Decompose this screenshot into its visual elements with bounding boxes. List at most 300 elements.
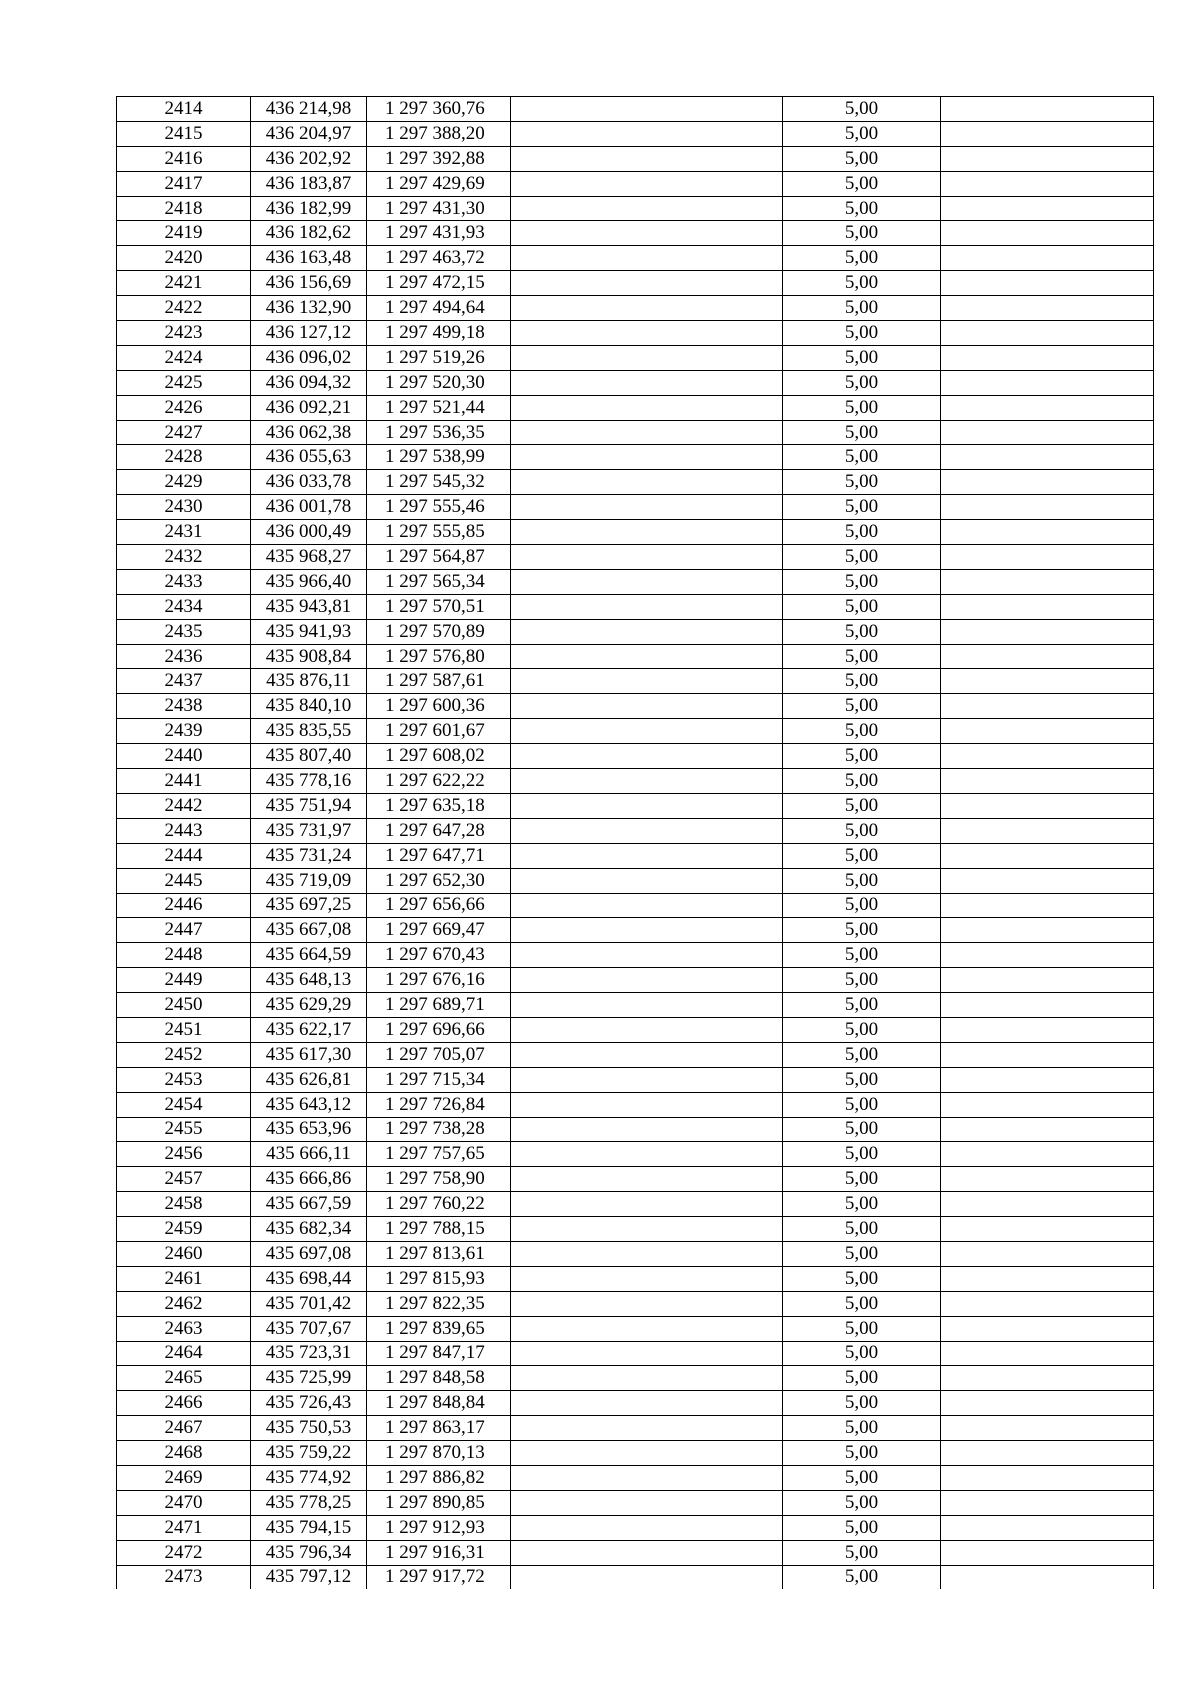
note-cell [941, 1416, 1154, 1441]
note-cell [941, 321, 1154, 346]
y-coordinate-cell: 1 297 555,46 [367, 495, 511, 520]
x-coordinate-cell: 435 908,84 [251, 644, 367, 669]
note-cell [941, 1316, 1154, 1341]
tolerance-cell: 5,00 [783, 694, 941, 719]
note-cell [941, 868, 1154, 893]
point-number-cell: 2459 [117, 1217, 251, 1242]
note-cell [941, 1142, 1154, 1167]
point-number-cell: 2418 [117, 196, 251, 221]
note-cell [941, 1241, 1154, 1266]
empty-cell [511, 1017, 783, 1042]
y-coordinate-cell: 1 297 676,16 [367, 968, 511, 993]
table-row [117, 1092, 1154, 1117]
empty-cell [511, 445, 783, 470]
tolerance-cell: 5,00 [783, 918, 941, 943]
x-coordinate-cell: 435 751,94 [251, 793, 367, 818]
table-row [117, 1441, 1154, 1466]
x-coordinate-cell: 435 667,08 [251, 918, 367, 943]
y-coordinate-cell: 1 297 570,89 [367, 619, 511, 644]
tolerance-cell: 5,00 [783, 744, 941, 769]
x-coordinate-cell: 435 626,81 [251, 1067, 367, 1092]
x-coordinate-cell: 435 629,29 [251, 993, 367, 1018]
tolerance-cell: 5,00 [783, 470, 941, 495]
empty-cell [511, 545, 783, 570]
tolerance-cell: 5,00 [783, 395, 941, 420]
empty-cell [511, 196, 783, 221]
y-coordinate-cell: 1 297 587,61 [367, 669, 511, 694]
table-row [117, 1217, 1154, 1242]
point-number-cell: 2428 [117, 445, 251, 470]
y-coordinate-cell: 1 297 576,80 [367, 644, 511, 669]
point-number-cell: 2451 [117, 1017, 251, 1042]
note-cell [941, 1017, 1154, 1042]
empty-cell [511, 843, 783, 868]
tolerance-cell: 5,00 [783, 993, 941, 1018]
coordinates-table [116, 96, 1154, 1589]
table-row [117, 1017, 1154, 1042]
table-row [117, 1142, 1154, 1167]
empty-cell [511, 1341, 783, 1366]
empty-cell [511, 1291, 783, 1316]
note-cell [941, 246, 1154, 271]
x-coordinate-cell: 435 648,13 [251, 968, 367, 993]
x-coordinate-cell: 435 643,12 [251, 1092, 367, 1117]
x-coordinate-cell: 436 092,21 [251, 395, 367, 420]
point-number-cell: 2447 [117, 918, 251, 943]
x-coordinate-cell: 435 968,27 [251, 545, 367, 570]
tolerance-cell: 5,00 [783, 569, 941, 594]
point-number-cell: 2430 [117, 495, 251, 520]
note-cell [941, 818, 1154, 843]
x-coordinate-cell: 435 698,44 [251, 1266, 367, 1291]
empty-cell [511, 1441, 783, 1466]
x-coordinate-cell: 435 840,10 [251, 694, 367, 719]
point-number-cell: 2450 [117, 993, 251, 1018]
point-number-cell: 2439 [117, 719, 251, 744]
table-row [117, 97, 1154, 122]
table-row [117, 993, 1154, 1018]
empty-cell [511, 744, 783, 769]
table-row [117, 943, 1154, 968]
point-number-cell: 2425 [117, 370, 251, 395]
point-number-cell: 2446 [117, 893, 251, 918]
y-coordinate-cell: 1 297 519,26 [367, 345, 511, 370]
note-cell [941, 271, 1154, 296]
point-number-cell: 2472 [117, 1540, 251, 1565]
table-row [117, 793, 1154, 818]
y-coordinate-cell: 1 297 647,28 [367, 818, 511, 843]
tolerance-cell: 5,00 [783, 669, 941, 694]
point-number-cell: 2444 [117, 843, 251, 868]
x-coordinate-cell: 436 000,49 [251, 520, 367, 545]
note-cell [941, 1217, 1154, 1242]
empty-cell [511, 1142, 783, 1167]
empty-cell [511, 1042, 783, 1067]
table-row [117, 1366, 1154, 1391]
x-coordinate-cell: 435 719,09 [251, 868, 367, 893]
tolerance-cell: 5,00 [783, 1490, 941, 1515]
note-cell [941, 1117, 1154, 1142]
empty-cell [511, 370, 783, 395]
empty-cell [511, 1266, 783, 1291]
tolerance-cell: 5,00 [783, 545, 941, 570]
table-row [117, 843, 1154, 868]
point-number-cell: 2456 [117, 1142, 251, 1167]
point-number-cell: 2473 [117, 1565, 251, 1589]
note-cell [941, 893, 1154, 918]
y-coordinate-cell: 1 297 647,71 [367, 843, 511, 868]
y-coordinate-cell: 1 297 848,84 [367, 1391, 511, 1416]
point-number-cell: 2471 [117, 1515, 251, 1540]
y-coordinate-cell: 1 297 388,20 [367, 121, 511, 146]
empty-cell [511, 296, 783, 321]
table-row [117, 1067, 1154, 1092]
tolerance-cell: 5,00 [783, 445, 941, 470]
tolerance-cell: 5,00 [783, 1515, 941, 1540]
point-number-cell: 2461 [117, 1266, 251, 1291]
point-number-cell: 2449 [117, 968, 251, 993]
empty-cell [511, 669, 783, 694]
tolerance-cell: 5,00 [783, 1316, 941, 1341]
empty-cell [511, 619, 783, 644]
x-coordinate-cell: 436 062,38 [251, 420, 367, 445]
tolerance-cell: 5,00 [783, 1117, 941, 1142]
table-row [117, 1565, 1154, 1589]
note-cell [941, 1167, 1154, 1192]
empty-cell [511, 420, 783, 445]
tolerance-cell: 5,00 [783, 146, 941, 171]
point-number-cell: 2463 [117, 1316, 251, 1341]
note-cell [941, 719, 1154, 744]
x-coordinate-cell: 435 796,34 [251, 1540, 367, 1565]
point-number-cell: 2420 [117, 246, 251, 271]
x-coordinate-cell: 435 778,25 [251, 1490, 367, 1515]
note-cell [941, 943, 1154, 968]
table-row [117, 545, 1154, 570]
empty-cell [511, 993, 783, 1018]
tolerance-cell: 5,00 [783, 1167, 941, 1192]
note-cell [941, 594, 1154, 619]
tolerance-cell: 5,00 [783, 893, 941, 918]
tolerance-cell: 5,00 [783, 171, 941, 196]
tolerance-cell: 5,00 [783, 719, 941, 744]
empty-cell [511, 1540, 783, 1565]
empty-cell [511, 146, 783, 171]
table-row [117, 644, 1154, 669]
y-coordinate-cell: 1 297 689,71 [367, 993, 511, 1018]
empty-cell [511, 1515, 783, 1540]
y-coordinate-cell: 1 297 520,30 [367, 370, 511, 395]
y-coordinate-cell: 1 297 600,36 [367, 694, 511, 719]
point-number-cell: 2470 [117, 1490, 251, 1515]
note-cell [941, 395, 1154, 420]
note-cell [941, 121, 1154, 146]
empty-cell [511, 221, 783, 246]
y-coordinate-cell: 1 297 601,67 [367, 719, 511, 744]
empty-cell [511, 893, 783, 918]
y-coordinate-cell: 1 297 494,64 [367, 296, 511, 321]
table-row [117, 1416, 1154, 1441]
x-coordinate-cell: 436 202,92 [251, 146, 367, 171]
empty-cell [511, 1565, 783, 1589]
note-cell [941, 370, 1154, 395]
tolerance-cell: 5,00 [783, 1391, 941, 1416]
tolerance-cell: 5,00 [783, 793, 941, 818]
tolerance-cell: 5,00 [783, 968, 941, 993]
note-cell [941, 171, 1154, 196]
empty-cell [511, 1366, 783, 1391]
note-cell [941, 968, 1154, 993]
note-cell [941, 97, 1154, 122]
tolerance-cell: 5,00 [783, 196, 941, 221]
tolerance-cell: 5,00 [783, 97, 941, 122]
empty-cell [511, 321, 783, 346]
y-coordinate-cell: 1 297 570,51 [367, 594, 511, 619]
tolerance-cell: 5,00 [783, 1217, 941, 1242]
x-coordinate-cell: 435 943,81 [251, 594, 367, 619]
tolerance-cell: 5,00 [783, 1266, 941, 1291]
x-coordinate-cell: 435 664,59 [251, 943, 367, 968]
point-number-cell: 2434 [117, 594, 251, 619]
tolerance-cell: 5,00 [783, 619, 941, 644]
table-row [117, 296, 1154, 321]
tolerance-cell: 5,00 [783, 1565, 941, 1589]
note-cell [941, 345, 1154, 370]
x-coordinate-cell: 435 667,59 [251, 1192, 367, 1217]
table-row [117, 221, 1154, 246]
x-coordinate-cell: 435 666,86 [251, 1167, 367, 1192]
x-coordinate-cell: 435 707,67 [251, 1316, 367, 1341]
note-cell [941, 1540, 1154, 1565]
x-coordinate-cell: 436 094,32 [251, 370, 367, 395]
empty-cell [511, 470, 783, 495]
tolerance-cell: 5,00 [783, 370, 941, 395]
table-row [117, 395, 1154, 420]
table-row [117, 445, 1154, 470]
tolerance-cell: 5,00 [783, 495, 941, 520]
note-cell [941, 495, 1154, 520]
tolerance-cell: 5,00 [783, 1441, 941, 1466]
point-number-cell: 2417 [117, 171, 251, 196]
point-number-cell: 2436 [117, 644, 251, 669]
tolerance-cell: 5,00 [783, 345, 941, 370]
note-cell [941, 1341, 1154, 1366]
table-row [117, 321, 1154, 346]
note-cell [941, 669, 1154, 694]
tolerance-cell: 5,00 [783, 420, 941, 445]
y-coordinate-cell: 1 297 431,30 [367, 196, 511, 221]
tolerance-cell: 5,00 [783, 818, 941, 843]
y-coordinate-cell: 1 297 431,93 [367, 221, 511, 246]
x-coordinate-cell: 435 697,25 [251, 893, 367, 918]
point-number-cell: 2414 [117, 97, 251, 122]
y-coordinate-cell: 1 297 608,02 [367, 744, 511, 769]
point-number-cell: 2416 [117, 146, 251, 171]
point-number-cell: 2415 [117, 121, 251, 146]
table-row [117, 171, 1154, 196]
y-coordinate-cell: 1 297 538,99 [367, 445, 511, 470]
tolerance-cell: 5,00 [783, 1465, 941, 1490]
point-number-cell: 2426 [117, 395, 251, 420]
point-number-cell: 2467 [117, 1416, 251, 1441]
y-coordinate-cell: 1 297 656,66 [367, 893, 511, 918]
tolerance-cell: 5,00 [783, 1540, 941, 1565]
coordinates-table-body [117, 97, 1154, 1590]
note-cell [941, 196, 1154, 221]
x-coordinate-cell: 435 966,40 [251, 569, 367, 594]
note-cell [941, 1291, 1154, 1316]
empty-cell [511, 1465, 783, 1490]
x-coordinate-cell: 436 132,90 [251, 296, 367, 321]
table-row [117, 1167, 1154, 1192]
x-coordinate-cell: 435 797,12 [251, 1565, 367, 1589]
note-cell [941, 146, 1154, 171]
empty-cell [511, 569, 783, 594]
note-cell [941, 1391, 1154, 1416]
y-coordinate-cell: 1 297 916,31 [367, 1540, 511, 1565]
empty-cell [511, 97, 783, 122]
tolerance-cell: 5,00 [783, 1092, 941, 1117]
table-row [117, 744, 1154, 769]
table-row [117, 495, 1154, 520]
y-coordinate-cell: 1 297 536,35 [367, 420, 511, 445]
table-row [117, 121, 1154, 146]
tolerance-cell: 5,00 [783, 943, 941, 968]
x-coordinate-cell: 435 876,11 [251, 669, 367, 694]
x-coordinate-cell: 435 653,96 [251, 1117, 367, 1142]
x-coordinate-cell: 435 617,30 [251, 1042, 367, 1067]
tolerance-cell: 5,00 [783, 1291, 941, 1316]
note-cell [941, 1192, 1154, 1217]
empty-cell [511, 868, 783, 893]
note-cell [941, 744, 1154, 769]
table-row [117, 1391, 1154, 1416]
tolerance-cell: 5,00 [783, 121, 941, 146]
table-row [117, 1266, 1154, 1291]
empty-cell [511, 594, 783, 619]
point-number-cell: 2454 [117, 1092, 251, 1117]
empty-cell [511, 918, 783, 943]
x-coordinate-cell: 435 807,40 [251, 744, 367, 769]
y-coordinate-cell: 1 297 565,34 [367, 569, 511, 594]
y-coordinate-cell: 1 297 848,58 [367, 1366, 511, 1391]
table-row [117, 146, 1154, 171]
table-row [117, 1540, 1154, 1565]
empty-cell [511, 793, 783, 818]
x-coordinate-cell: 435 774,92 [251, 1465, 367, 1490]
empty-cell [511, 1391, 783, 1416]
y-coordinate-cell: 1 297 788,15 [367, 1217, 511, 1242]
tolerance-cell: 5,00 [783, 769, 941, 794]
point-number-cell: 2443 [117, 818, 251, 843]
y-coordinate-cell: 1 297 635,18 [367, 793, 511, 818]
note-cell [941, 644, 1154, 669]
x-coordinate-cell: 435 731,97 [251, 818, 367, 843]
empty-cell [511, 345, 783, 370]
table-row [117, 594, 1154, 619]
y-coordinate-cell: 1 297 886,82 [367, 1465, 511, 1490]
note-cell [941, 769, 1154, 794]
point-number-cell: 2427 [117, 420, 251, 445]
y-coordinate-cell: 1 297 715,34 [367, 1067, 511, 1092]
empty-cell [511, 495, 783, 520]
x-coordinate-cell: 436 204,97 [251, 121, 367, 146]
point-number-cell: 2431 [117, 520, 251, 545]
y-coordinate-cell: 1 297 847,17 [367, 1341, 511, 1366]
empty-cell [511, 1117, 783, 1142]
empty-cell [511, 1167, 783, 1192]
note-cell [941, 843, 1154, 868]
table-row [117, 271, 1154, 296]
note-cell [941, 470, 1154, 495]
empty-cell [511, 1241, 783, 1266]
table-row [117, 669, 1154, 694]
point-number-cell: 2457 [117, 1167, 251, 1192]
point-number-cell: 2465 [117, 1366, 251, 1391]
point-number-cell: 2433 [117, 569, 251, 594]
point-number-cell: 2448 [117, 943, 251, 968]
empty-cell [511, 719, 783, 744]
empty-cell [511, 1092, 783, 1117]
point-number-cell: 2435 [117, 619, 251, 644]
point-number-cell: 2458 [117, 1192, 251, 1217]
x-coordinate-cell: 436 001,78 [251, 495, 367, 520]
tolerance-cell: 5,00 [783, 594, 941, 619]
empty-cell [511, 694, 783, 719]
table-row [117, 893, 1154, 918]
note-cell [941, 1266, 1154, 1291]
note-cell [941, 1366, 1154, 1391]
empty-cell [511, 1217, 783, 1242]
y-coordinate-cell: 1 297 429,69 [367, 171, 511, 196]
empty-cell [511, 121, 783, 146]
x-coordinate-cell: 435 682,34 [251, 1217, 367, 1242]
tolerance-cell: 5,00 [783, 644, 941, 669]
x-coordinate-cell: 436 033,78 [251, 470, 367, 495]
point-number-cell: 2462 [117, 1291, 251, 1316]
y-coordinate-cell: 1 297 822,35 [367, 1291, 511, 1316]
empty-cell [511, 395, 783, 420]
empty-cell [511, 1067, 783, 1092]
point-number-cell: 2464 [117, 1341, 251, 1366]
point-number-cell: 2438 [117, 694, 251, 719]
x-coordinate-cell: 435 794,15 [251, 1515, 367, 1540]
x-coordinate-cell: 435 666,11 [251, 1142, 367, 1167]
x-coordinate-cell: 436 127,12 [251, 321, 367, 346]
table-row [117, 520, 1154, 545]
y-coordinate-cell: 1 297 738,28 [367, 1117, 511, 1142]
y-coordinate-cell: 1 297 360,76 [367, 97, 511, 122]
y-coordinate-cell: 1 297 499,18 [367, 321, 511, 346]
y-coordinate-cell: 1 297 726,84 [367, 1092, 511, 1117]
tolerance-cell: 5,00 [783, 1241, 941, 1266]
y-coordinate-cell: 1 297 757,65 [367, 1142, 511, 1167]
note-cell [941, 545, 1154, 570]
note-cell [941, 1067, 1154, 1092]
y-coordinate-cell: 1 297 758,90 [367, 1167, 511, 1192]
tolerance-cell: 5,00 [783, 271, 941, 296]
table-row [117, 1515, 1154, 1540]
tolerance-cell: 5,00 [783, 1192, 941, 1217]
tolerance-cell: 5,00 [783, 221, 941, 246]
y-coordinate-cell: 1 297 564,87 [367, 545, 511, 570]
table-row [117, 619, 1154, 644]
table-row [117, 1291, 1154, 1316]
note-cell [941, 793, 1154, 818]
tolerance-cell: 5,00 [783, 1042, 941, 1067]
empty-cell [511, 818, 783, 843]
table-row [117, 1465, 1154, 1490]
